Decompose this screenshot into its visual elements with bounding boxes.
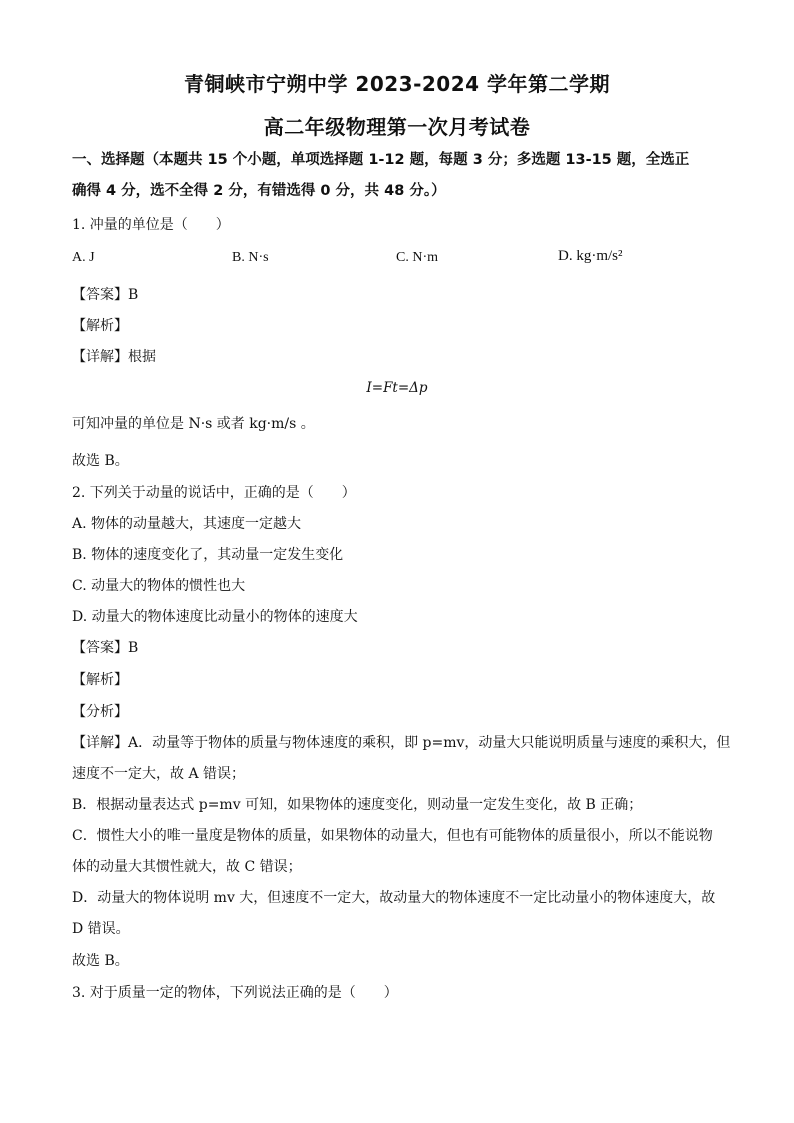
q2-detail-line: C．惯性大小的唯一量度是物体的质量，如果物体的动量大，但也有可能物体的质量很小，所以不能说物 — [72, 828, 713, 844]
q2-detail-line: D 错误。 — [72, 921, 130, 937]
q2-detail-line: 体的动量大其惯性就大，故 C 错误； — [72, 859, 302, 875]
q2-option-b: B. 物体的速度变化了，其动量一定发生变化 — [72, 547, 344, 563]
q1-final: 故选 B。 — [72, 453, 129, 469]
q3-stem: 3. 对于质量一定的物体，下列说法正确的是（ ） — [72, 985, 398, 1001]
q2-detail-line: D．动量大的物体说明 mv 大，但速度不一定大，故动量大的物体速度不一定比动量小的物体速度大，故 — [72, 890, 716, 906]
q2-analysis-label: 【解析】 — [72, 672, 128, 688]
exam-title-line1: 青铜峡市宁朔中学 2023-2024 学年第二学期 — [183, 72, 611, 96]
q2-detail-line: 速度不一定大，故 A 错误； — [72, 766, 246, 782]
q1-formula: I=Ft=Δp — [366, 380, 428, 396]
q2-option-a: A. 物体的动量越大，其速度一定越大 — [72, 516, 302, 532]
q2-answer: 【答案】B — [72, 640, 139, 656]
q1-analysis-label: 【解析】 — [72, 318, 128, 334]
q1-stem: 1. 冲量的单位是（ ） — [72, 217, 230, 233]
q1-option-c: C. N·m — [396, 250, 438, 265]
q2-fenxi-label: 【分析】 — [72, 704, 128, 720]
section-intro-line2: 确得 4 分，选不全得 2 分，有错选得 0 分，共 48 分。） — [72, 183, 446, 199]
q2-detail-line: B．根据动量表达式 p=mv 可知，如果物体的速度变化，则动量一定发生变化，故 B 正确； — [72, 797, 643, 813]
q1-detail: 【详解】根据 — [72, 349, 156, 365]
section-intro-line1: 一、选择题（本题共 15 个小题，单项选择题 1-12 题，每题 3 分；多选题 13-15 题，全选正 — [72, 152, 690, 168]
q1-option-b: B. N·s — [232, 250, 269, 265]
q2-final: 故选 B。 — [72, 953, 129, 969]
exam-title-line2: 高二年级物理第一次月考试卷 — [263, 115, 531, 139]
q1-answer: 【答案】B — [72, 287, 139, 303]
q1-conclusion: 可知冲量的单位是 N·s 或者 kg·m/s 。 — [72, 416, 315, 432]
q2-detail-line: 【详解】A．动量等于物体的质量与物体速度的乘积，即 p=mv，动量大只能说明质量与速度的乘积大，但 — [72, 735, 731, 751]
q2-option-d: D. 动量大的物体速度比动量小的物体的速度大 — [72, 609, 358, 625]
q1-option-a: A. J — [72, 250, 95, 265]
q2-option-c: C. 动量大的物体的惯性也大 — [72, 578, 246, 594]
q1-option-d: D. kg·m/s² — [558, 248, 623, 264]
q2-stem: 2. 下列关于动量的说话中，正确的是（ ） — [72, 485, 356, 501]
